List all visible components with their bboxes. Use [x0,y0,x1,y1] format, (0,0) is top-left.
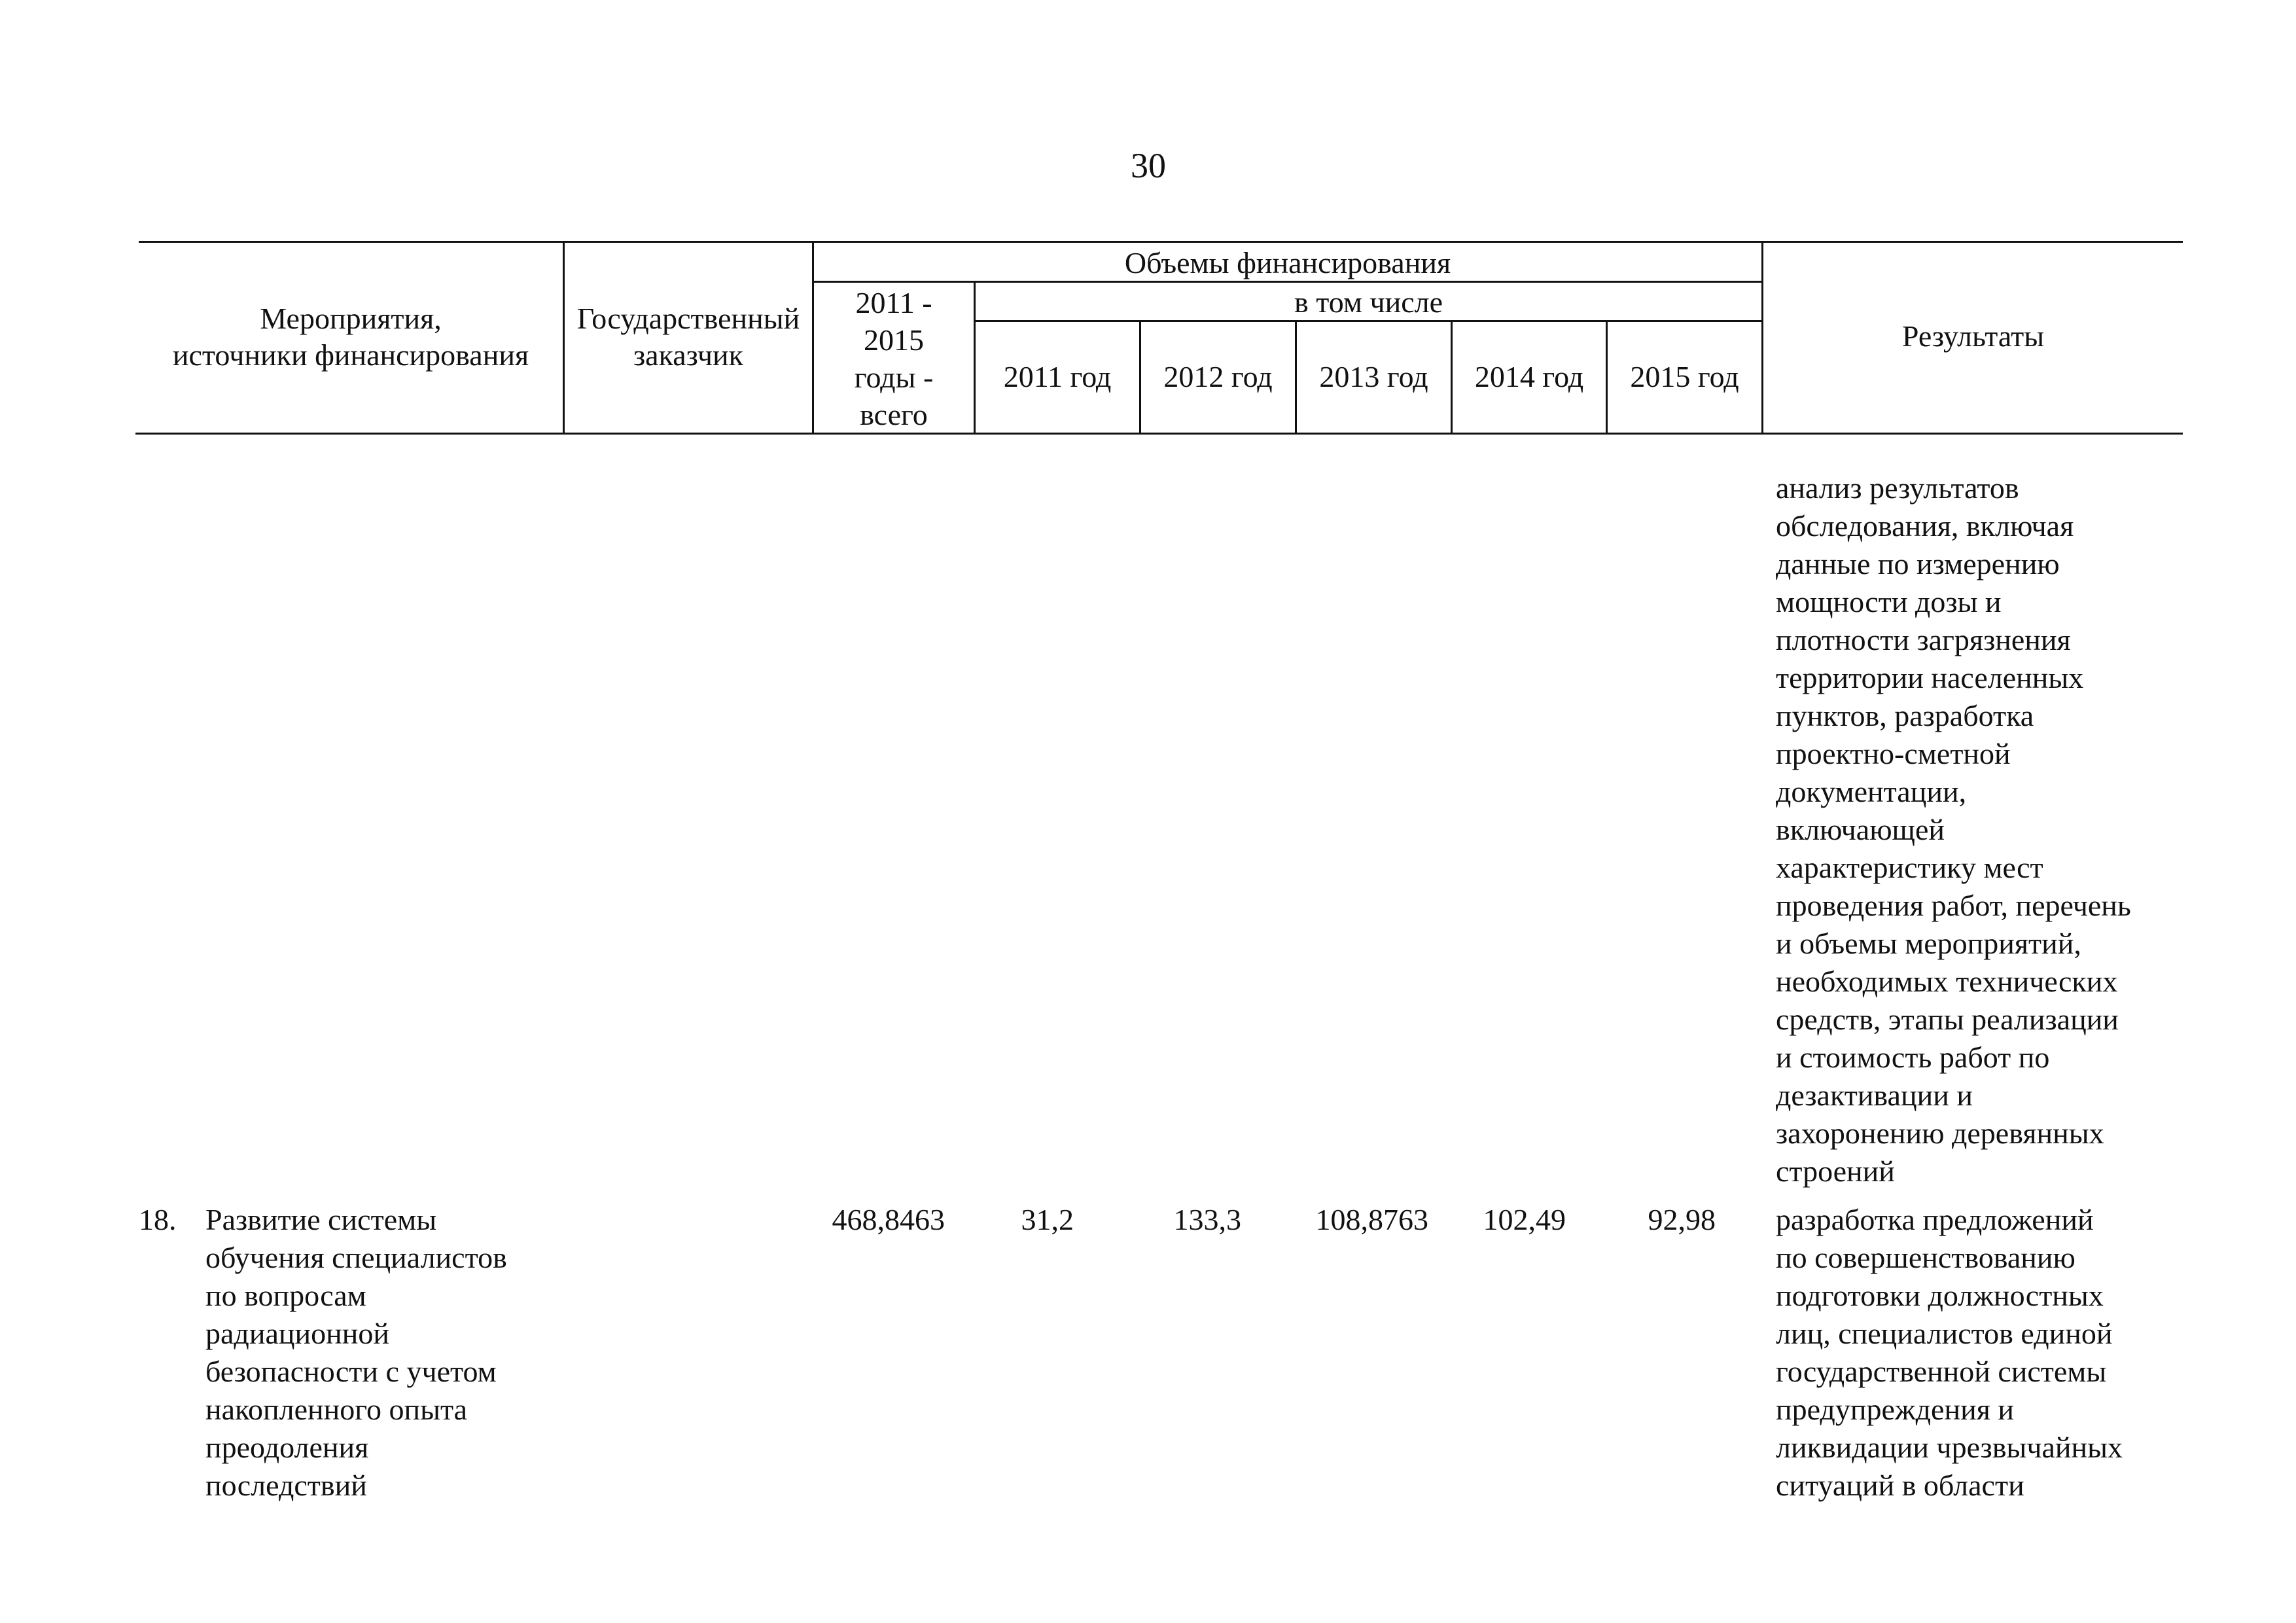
header-results: Результаты [1901,319,2045,353]
text-line: радиационной [205,1317,389,1350]
row-2014-value: 102,49 [1483,1203,1566,1236]
text-line: по вопросам [205,1279,366,1312]
header-customer-line1: Государственный [576,302,800,335]
row-total-value: 468,8463 [832,1203,945,1236]
text-line: проектно-сметной [1776,737,2011,770]
continuation-results [1776,469,2131,1190]
row-results [1776,1201,2123,1505]
text-line: по совершенствованию [1776,1241,2075,1274]
text-line: ликвидации чрезвычайных [1776,1431,2123,1464]
header-activities-line2: источники финансирования [172,338,529,372]
text-line: территории населенных [1776,661,2084,694]
text-line: необходимых технических [1776,965,2118,998]
row-2015-value: 92,98 [1648,1203,1716,1236]
text-line: Развитие системы [205,1203,437,1236]
text-line: безопасности с учетом [205,1355,497,1388]
text-line: ситуаций в области [1776,1469,2024,1502]
header-customer-line2: заказчик [633,338,743,372]
text-line: дезактивации и [1776,1079,1973,1112]
text-line: последствий [205,1469,367,1502]
text-line: преодоления [205,1431,369,1464]
header-year-2013: 2013 год [1319,360,1428,393]
header-total-line3: годы - [854,361,934,394]
text-line: и стоимость работ по [1776,1041,2050,1074]
text-line: плотности загрязнения [1776,623,2071,656]
text-line: проведения работ, перечень [1776,889,2131,922]
header-including: в том числе [1294,285,1443,319]
header-year-2014: 2014 год [1474,360,1584,393]
header-top-rule [139,241,2183,243]
row-number: 18. [139,1203,177,1236]
header-funding-title: Объемы финансирования [1124,246,1451,279]
row-2013-value: 108,8763 [1315,1203,1428,1236]
text-line: документации, [1776,775,1967,808]
text-line: разработка предложений [1776,1203,2094,1236]
text-line: подготовки должностных [1776,1279,2104,1312]
text-line: обучения специалистов [205,1241,507,1274]
text-line: включающей [1776,813,1945,846]
text-line: средств, этапы реализации [1776,1003,2119,1036]
text-line: лиц, специалистов единой [1776,1317,2113,1350]
header-activities-line1: Мероприятия, [260,302,442,335]
text-line: мощности дозы и [1776,585,2002,618]
row-2011-value: 31,2 [1021,1203,1074,1236]
text-line: захоронению деревянных [1776,1116,2104,1150]
text-line: пунктов, разработка [1776,699,2034,732]
text-line: анализ результатов [1776,471,2019,505]
text-line: государственной системы [1776,1355,2107,1388]
text-line: характеристику мест [1776,851,2043,884]
text-line: накопленного опыта [205,1393,468,1426]
page-number: 30 [1131,146,1166,185]
header-total-line1: 2011 - [855,286,932,319]
text-line: и объемы мероприятий, [1776,927,2081,960]
header-year-2012: 2012 год [1163,360,1273,393]
text-line: обследования, включая [1776,509,2074,543]
header-total-line2: 2015 [864,323,924,357]
header-bottom-rule [135,433,2183,435]
header-year-2015: 2015 год [1630,360,1739,393]
header-customer [565,300,812,374]
header-year-2011: 2011 год [1003,360,1112,393]
header-activities [139,300,563,374]
text-line: предупреждения и [1776,1393,2014,1426]
row-activity [205,1201,507,1505]
header-total-line4: всего [860,398,928,431]
row-2012-value: 133,3 [1173,1203,1241,1236]
text-line: данные по измерению [1776,547,2060,580]
text-line: строений [1776,1154,1895,1188]
header-total [814,284,974,433]
